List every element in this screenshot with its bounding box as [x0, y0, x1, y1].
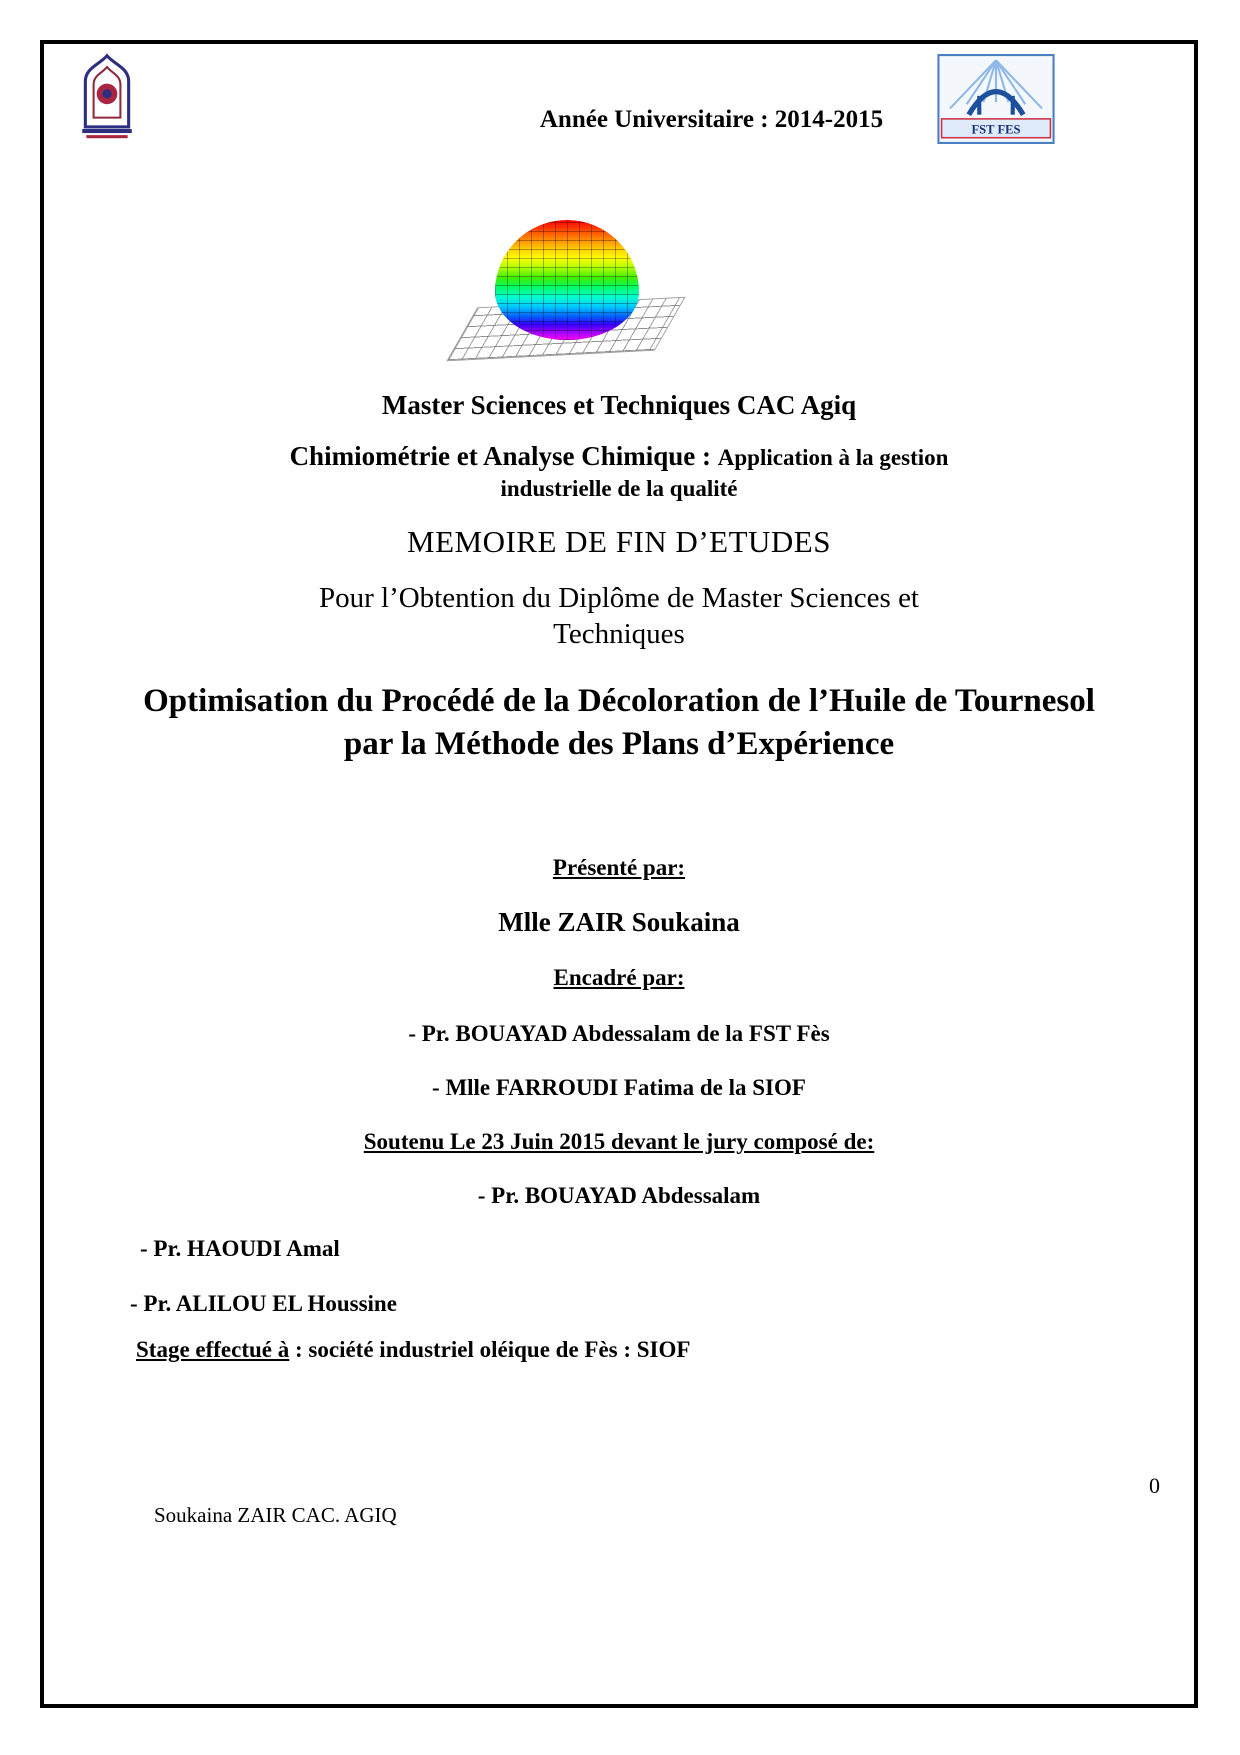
- fst-fes-emblem-icon: [936, 54, 1056, 144]
- author-footer: Soukaina ZAIR CAC. AGIQ: [154, 1503, 397, 1527]
- thesis-title: Optimisation du Procédé de la Décoloration de l’Huile de Tournesol par la Méthode des Plans d’Expérience: [143, 683, 1095, 763]
- document-page-frame: [40, 40, 1198, 1708]
- response-surface-figure: [467, 220, 667, 360]
- supervised-by-label: Encadré par:: [553, 965, 685, 991]
- page-number: 0: [1149, 1473, 1160, 1498]
- jury-member: - Pr. HAOUDI Amal: [140, 1236, 340, 1262]
- fst-fes-caption: FST FES: [971, 122, 1021, 137]
- memoire-heading: MEMOIRE DE FIN D’ETUDES: [407, 523, 831, 559]
- supervisor-item: - Mlle FARROUDI Fatima de la SIOF: [432, 1075, 806, 1101]
- plot-surface-dome: [495, 220, 639, 340]
- specialty-title-lead: Chimiométrie et Analyse Chimique :: [289, 441, 718, 471]
- internship-label: Stage effectué à: [136, 1337, 290, 1363]
- supervisor-item: - Pr. BOUAYAD Abdessalam de la FST Fès: [408, 1020, 830, 1046]
- defense-statement: Soutenu Le 23 Juin 2015 devant le jury composé de:: [363, 1129, 875, 1155]
- specialty-title: [247, 439, 992, 504]
- purpose-statement: Pour l’Obtention du Diplôme de Master Sciences et Techniques: [318, 581, 919, 651]
- jury-member: - Pr. ALILOU EL Houssine: [130, 1290, 397, 1316]
- internship-location: : société industriel oléique de Fès : SIOF: [289, 1337, 691, 1363]
- jury-member: - Pr. BOUAYAD Abdessalam: [477, 1182, 761, 1208]
- academic-year: Année Universitaire : 2014-2015: [539, 106, 884, 133]
- master-program-title: Master Sciences et Techniques CAC Agiq: [381, 390, 857, 420]
- specialty-title-rest: Application à la gestion industrielle de la qualité: [500, 445, 949, 502]
- presented-by-name: Mlle ZAIR Soukaina: [498, 906, 740, 937]
- fst-fes-logo: [936, 54, 1056, 144]
- presented-by-label: Présenté par:: [552, 855, 686, 881]
- internship-line: [44, 1337, 1194, 1363]
